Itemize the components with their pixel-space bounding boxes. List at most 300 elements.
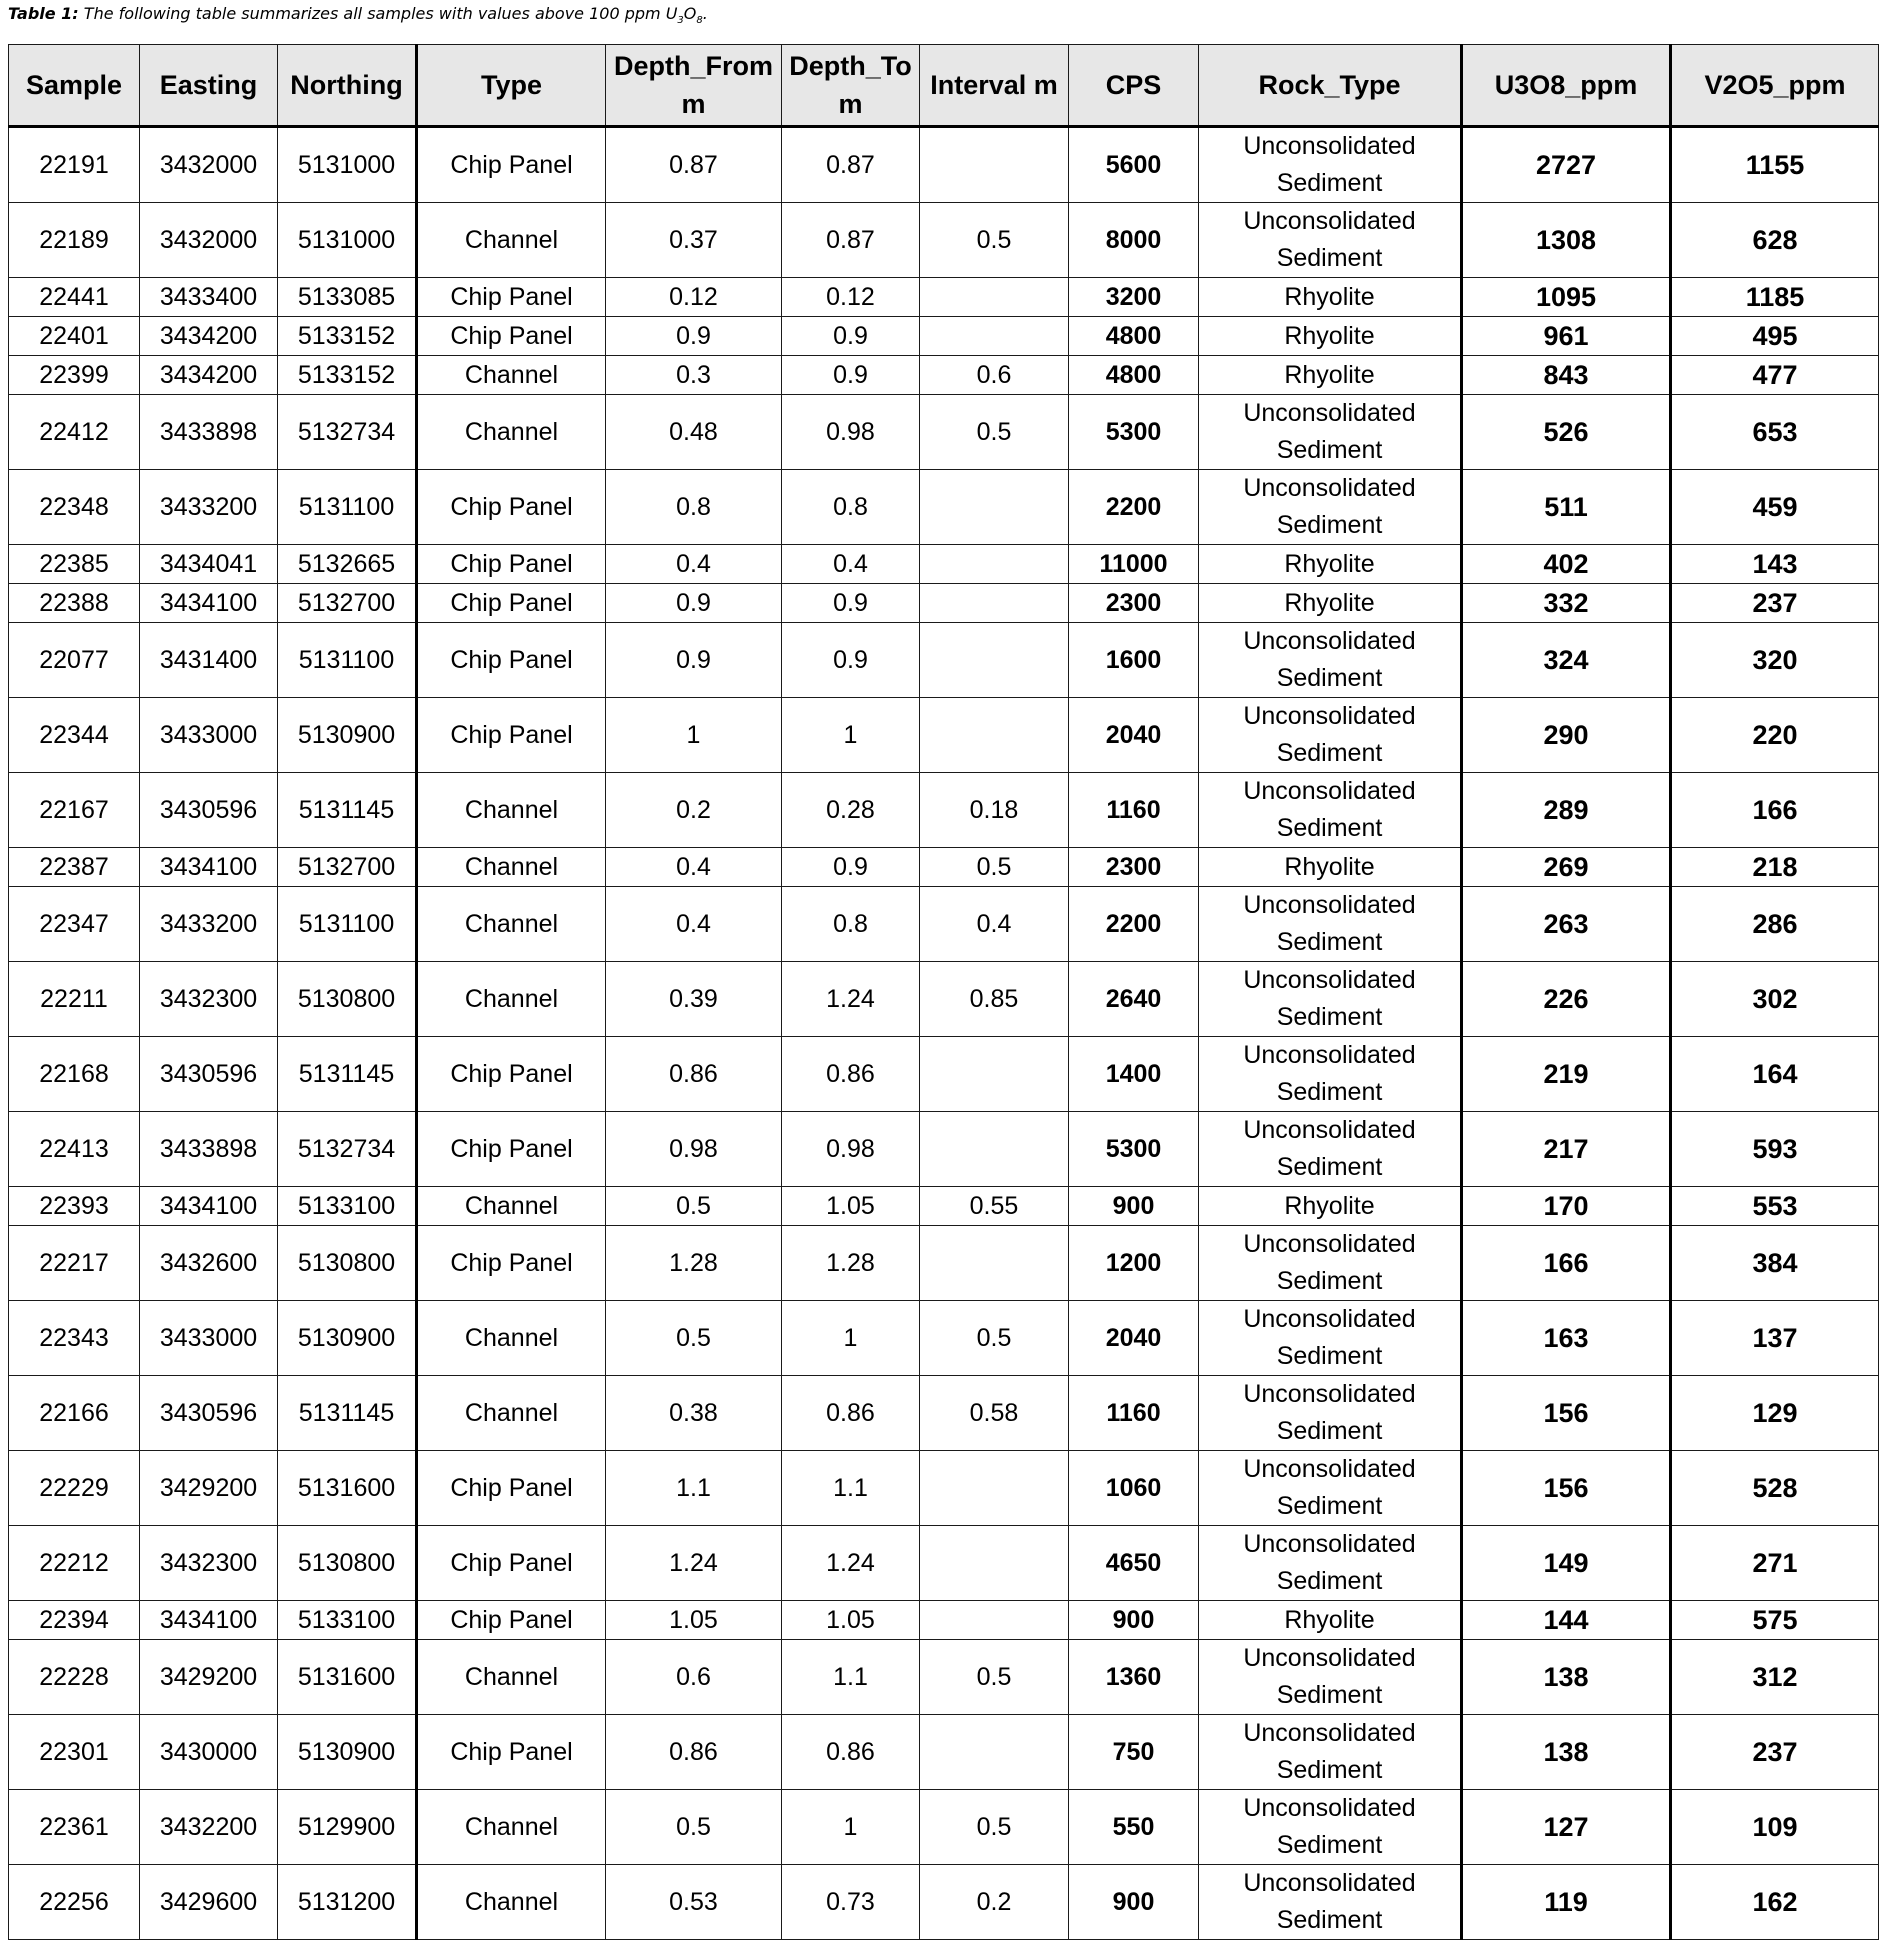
cell-u3o8: 144 (1462, 1601, 1671, 1640)
cell-easting: 3434100 (140, 1187, 278, 1226)
cell-interval: 0.2 (920, 1865, 1069, 1940)
table-row (9, 278, 1879, 317)
cell-northing: 5132700 (278, 584, 417, 623)
cell-rock-type (1199, 584, 1462, 623)
cell-interval: 0.4 (920, 887, 1069, 962)
cell-sample: 22229 (9, 1451, 140, 1526)
cell-interval (920, 584, 1069, 623)
cell-type: Channel (417, 1640, 606, 1715)
cell-cps: 3200 (1069, 278, 1199, 317)
cell-easting: 3432300 (140, 962, 278, 1037)
cell-sample: 22168 (9, 1037, 140, 1112)
cell-u3o8: 843 (1462, 356, 1671, 395)
table-row (9, 1640, 1879, 1715)
caption-end: . (702, 4, 708, 23)
header-row (9, 45, 1879, 127)
col-header-v2o5: V2O5_ppm (1671, 45, 1879, 127)
rock-type-line-1: Rhyolite (1284, 282, 1375, 311)
table-caption (8, 4, 708, 26)
rock-type-line-1: Unconsolidated (1243, 207, 1416, 235)
cell-rock-type (1199, 356, 1462, 395)
cell-u3o8: 170 (1462, 1187, 1671, 1226)
rock-type-line-1: Unconsolidated (1243, 1380, 1416, 1408)
cell-interval: 0.5 (920, 203, 1069, 278)
rock-type-line-1: Unconsolidated (1243, 1116, 1416, 1144)
cell-v2o5: 164 (1671, 1037, 1879, 1112)
cell-depth-to: 0.98 (782, 1112, 920, 1187)
cell-v2o5: 237 (1671, 1715, 1879, 1790)
cell-northing: 5133152 (278, 356, 417, 395)
cell-easting: 3434100 (140, 584, 278, 623)
table-row (9, 887, 1879, 962)
cell-depth-from: 0.4 (606, 848, 782, 887)
cell-easting: 3430000 (140, 1715, 278, 1790)
cell-interval (920, 1601, 1069, 1640)
cell-u3o8: 1095 (1462, 278, 1671, 317)
cell-depth-from: 0.8 (606, 470, 782, 545)
cell-type: Channel (417, 1376, 606, 1451)
cell-depth-to: 0.9 (782, 317, 920, 356)
table-row (9, 1451, 1879, 1526)
cell-easting: 3434200 (140, 356, 278, 395)
rock-type-line-1: Unconsolidated (1243, 399, 1416, 427)
cell-easting: 3432000 (140, 203, 278, 278)
cell-u3o8: 119 (1462, 1865, 1671, 1940)
cell-depth-to: 1.1 (782, 1640, 920, 1715)
rock-type-line-2: Sediment (1276, 436, 1383, 464)
cell-cps: 8000 (1069, 203, 1199, 278)
rock-type-line-1: Rhyolite (1284, 588, 1375, 617)
cell-type: Chip Panel (417, 623, 606, 698)
cell-northing: 5130900 (278, 1301, 417, 1376)
cell-northing: 5133100 (278, 1601, 417, 1640)
cell-type: Chip Panel (417, 1715, 606, 1790)
cell-easting: 3433000 (140, 698, 278, 773)
cell-rock-type (1199, 698, 1462, 773)
cell-northing: 5131600 (278, 1640, 417, 1715)
cell-northing: 5130900 (278, 1715, 417, 1790)
cell-depth-to: 0.73 (782, 1865, 920, 1940)
cell-rock-type (1199, 1526, 1462, 1601)
cell-u3o8: 511 (1462, 470, 1671, 545)
cell-rock-type (1199, 1187, 1462, 1226)
cell-depth-from: 1.28 (606, 1226, 782, 1301)
cell-interval (920, 545, 1069, 584)
cell-depth-from: 0.9 (606, 584, 782, 623)
cell-type: Channel (417, 1790, 606, 1865)
table-row (9, 1187, 1879, 1226)
cell-easting: 3429600 (140, 1865, 278, 1940)
cell-v2o5: 302 (1671, 962, 1879, 1037)
rock-type-line-2: Sediment (1276, 1831, 1383, 1859)
cell-v2o5: 575 (1671, 1601, 1879, 1640)
table-row (9, 1226, 1879, 1301)
cell-interval: 0.18 (920, 773, 1069, 848)
cell-sample: 22412 (9, 395, 140, 470)
cell-v2o5: 459 (1671, 470, 1879, 545)
cell-rock-type (1199, 317, 1462, 356)
cell-depth-from: 1.05 (606, 1601, 782, 1640)
cell-depth-from: 0.5 (606, 1301, 782, 1376)
cell-rock-type (1199, 1301, 1462, 1376)
cell-type: Chip Panel (417, 1526, 606, 1601)
cell-depth-from: 0.9 (606, 317, 782, 356)
cell-u3o8: 149 (1462, 1526, 1671, 1601)
rock-type-line-2: Sediment (1276, 169, 1383, 197)
cell-cps: 2300 (1069, 584, 1199, 623)
cell-easting: 3432600 (140, 1226, 278, 1301)
cell-easting: 3433200 (140, 887, 278, 962)
rock-type-line-2: Sediment (1276, 1492, 1383, 1520)
cell-sample: 22399 (9, 356, 140, 395)
cell-rock-type (1199, 1112, 1462, 1187)
cell-sample: 22166 (9, 1376, 140, 1451)
cell-easting: 3434200 (140, 317, 278, 356)
cell-v2o5: 528 (1671, 1451, 1879, 1526)
cell-depth-to: 0.12 (782, 278, 920, 317)
cell-northing: 5131100 (278, 623, 417, 698)
cell-v2o5: 628 (1671, 203, 1879, 278)
cell-depth-to: 0.9 (782, 584, 920, 623)
cell-type: Chip Panel (417, 1112, 606, 1187)
cell-northing: 5131000 (278, 203, 417, 278)
cell-depth-from: 0.48 (606, 395, 782, 470)
cell-depth-from: 1 (606, 698, 782, 773)
cell-interval (920, 1526, 1069, 1601)
cell-v2o5: 286 (1671, 887, 1879, 962)
cell-interval: 0.55 (920, 1187, 1069, 1226)
table-row (9, 1301, 1879, 1376)
cell-sample: 22301 (9, 1715, 140, 1790)
cell-depth-to: 1 (782, 1790, 920, 1865)
cell-rock-type (1199, 127, 1462, 203)
cell-interval: 0.58 (920, 1376, 1069, 1451)
cell-depth-from: 0.38 (606, 1376, 782, 1451)
rock-type-line-1: Unconsolidated (1243, 132, 1416, 160)
cell-v2o5: 653 (1671, 395, 1879, 470)
cell-easting: 3433400 (140, 278, 278, 317)
cell-interval: 0.5 (920, 1301, 1069, 1376)
caption-sub1: 3 (677, 15, 684, 27)
cell-sample: 22344 (9, 698, 140, 773)
cell-sample: 22167 (9, 773, 140, 848)
rock-type-line-1: Unconsolidated (1243, 1719, 1416, 1747)
rock-type-line-2: Sediment (1276, 1342, 1383, 1370)
cell-cps: 2040 (1069, 698, 1199, 773)
rock-type-line-1: Unconsolidated (1243, 1869, 1416, 1897)
cell-depth-from: 0.98 (606, 1112, 782, 1187)
cell-depth-to: 1.05 (782, 1187, 920, 1226)
cell-depth-to: 0.98 (782, 395, 920, 470)
table-body (9, 127, 1879, 1940)
cell-northing: 5130900 (278, 698, 417, 773)
cell-depth-from: 0.37 (606, 203, 782, 278)
cell-depth-from: 0.5 (606, 1187, 782, 1226)
cell-sample: 22191 (9, 127, 140, 203)
cell-cps: 4650 (1069, 1526, 1199, 1601)
col-header-u3o8: U3O8_ppm (1462, 45, 1671, 127)
cell-type: Chip Panel (417, 1451, 606, 1526)
table-row (9, 1112, 1879, 1187)
cell-rock-type (1199, 1376, 1462, 1451)
table-row (9, 395, 1879, 470)
cell-type: Channel (417, 1187, 606, 1226)
cell-u3o8: 1308 (1462, 203, 1671, 278)
cell-cps: 5600 (1069, 127, 1199, 203)
cell-interval (920, 127, 1069, 203)
cell-depth-to: 1.05 (782, 1601, 920, 1640)
cell-v2o5: 495 (1671, 317, 1879, 356)
cell-easting: 3429200 (140, 1640, 278, 1715)
cell-northing: 5131145 (278, 773, 417, 848)
cell-depth-from: 0.86 (606, 1715, 782, 1790)
table-row (9, 356, 1879, 395)
cell-u3o8: 2727 (1462, 127, 1671, 203)
cell-u3o8: 138 (1462, 1640, 1671, 1715)
cell-easting: 3430596 (140, 1376, 278, 1451)
table-row (9, 584, 1879, 623)
col-header-easting: Easting (140, 45, 278, 127)
cell-northing: 5132700 (278, 848, 417, 887)
rock-type-line-2: Sediment (1276, 1003, 1383, 1031)
cell-northing: 5132734 (278, 395, 417, 470)
cell-u3o8: 526 (1462, 395, 1671, 470)
cell-sample: 22441 (9, 278, 140, 317)
cell-v2o5: 271 (1671, 1526, 1879, 1601)
table-row (9, 470, 1879, 545)
cell-northing: 5129900 (278, 1790, 417, 1865)
cell-northing: 5133100 (278, 1187, 417, 1226)
cell-rock-type (1199, 887, 1462, 962)
table-row (9, 848, 1879, 887)
rock-type-line-1: Rhyolite (1284, 360, 1375, 389)
cell-easting: 3430596 (140, 773, 278, 848)
table-row (9, 962, 1879, 1037)
col-header-depth-to: Depth_To m (782, 45, 920, 127)
cell-type: Channel (417, 356, 606, 395)
cell-sample: 22077 (9, 623, 140, 698)
rock-type-line-2: Sediment (1276, 1153, 1383, 1181)
cell-v2o5: 109 (1671, 1790, 1879, 1865)
table-row (9, 1376, 1879, 1451)
cell-v2o5: 129 (1671, 1376, 1879, 1451)
cell-depth-to: 0.9 (782, 848, 920, 887)
cell-depth-from: 0.86 (606, 1037, 782, 1112)
rock-type-line-2: Sediment (1276, 1267, 1383, 1295)
cell-easting: 3432000 (140, 127, 278, 203)
cell-cps: 900 (1069, 1187, 1199, 1226)
cell-interval (920, 470, 1069, 545)
cell-depth-to: 1 (782, 698, 920, 773)
cell-depth-from: 1.24 (606, 1526, 782, 1601)
cell-sample: 22393 (9, 1187, 140, 1226)
table-row (9, 623, 1879, 698)
cell-type: Channel (417, 962, 606, 1037)
cell-cps: 4800 (1069, 356, 1199, 395)
cell-type: Channel (417, 887, 606, 962)
caption-sub2: 8 (696, 15, 703, 27)
cell-depth-to: 0.86 (782, 1376, 920, 1451)
cell-northing: 5130800 (278, 1226, 417, 1301)
cell-v2o5: 320 (1671, 623, 1879, 698)
cell-cps: 2040 (1069, 1301, 1199, 1376)
rock-type-line-2: Sediment (1276, 1417, 1383, 1445)
cell-rock-type (1199, 1640, 1462, 1715)
cell-depth-from: 0.12 (606, 278, 782, 317)
rock-type-line-1: Unconsolidated (1243, 474, 1416, 502)
cell-v2o5: 593 (1671, 1112, 1879, 1187)
cell-depth-from: 0.39 (606, 962, 782, 1037)
cell-interval: 0.85 (920, 962, 1069, 1037)
cell-easting: 3433898 (140, 1112, 278, 1187)
cell-u3o8: 402 (1462, 545, 1671, 584)
cell-depth-from: 0.87 (606, 127, 782, 203)
cell-type: Chip Panel (417, 127, 606, 203)
cell-cps: 1160 (1069, 1376, 1199, 1451)
rock-type-line-2: Sediment (1276, 1906, 1383, 1934)
table-row (9, 773, 1879, 848)
cell-v2o5: 312 (1671, 1640, 1879, 1715)
cell-v2o5: 220 (1671, 698, 1879, 773)
table-row (9, 317, 1879, 356)
cell-cps: 1200 (1069, 1226, 1199, 1301)
cell-rock-type (1199, 773, 1462, 848)
cell-easting: 3434100 (140, 848, 278, 887)
cell-depth-from: 0.5 (606, 1790, 782, 1865)
rock-type-line-1: Unconsolidated (1243, 1644, 1416, 1672)
cell-type: Chip Panel (417, 584, 606, 623)
cell-sample: 22413 (9, 1112, 140, 1187)
cell-u3o8: 324 (1462, 623, 1671, 698)
cell-sample: 22361 (9, 1790, 140, 1865)
cell-type: Chip Panel (417, 1601, 606, 1640)
table-row (9, 1715, 1879, 1790)
cell-depth-to: 0.8 (782, 887, 920, 962)
cell-easting: 3433898 (140, 395, 278, 470)
cell-rock-type (1199, 278, 1462, 317)
cell-interval (920, 1037, 1069, 1112)
cell-sample: 22387 (9, 848, 140, 887)
caption-label: Table 1: (8, 4, 79, 23)
cell-easting: 3433000 (140, 1301, 278, 1376)
cell-v2o5: 1155 (1671, 127, 1879, 203)
cell-easting: 3432300 (140, 1526, 278, 1601)
caption-mid: O (683, 4, 697, 23)
caption-text: The following table summarizes all samples with values above 100 ppm U (83, 4, 678, 23)
cell-easting: 3434100 (140, 1601, 278, 1640)
cell-rock-type (1199, 1226, 1462, 1301)
cell-u3o8: 290 (1462, 698, 1671, 773)
rock-type-line-1: Unconsolidated (1243, 702, 1416, 730)
rock-type-line-1: Rhyolite (1284, 549, 1375, 578)
cell-rock-type (1199, 1790, 1462, 1865)
cell-v2o5: 477 (1671, 356, 1879, 395)
table-row (9, 1865, 1879, 1940)
rock-type-line-1: Unconsolidated (1243, 966, 1416, 994)
cell-u3o8: 289 (1462, 773, 1671, 848)
rock-type-line-2: Sediment (1276, 664, 1383, 692)
cell-interval: 0.5 (920, 1640, 1069, 1715)
cell-rock-type (1199, 1865, 1462, 1940)
cell-depth-to: 0.87 (782, 203, 920, 278)
cell-rock-type (1199, 623, 1462, 698)
cell-v2o5: 162 (1671, 1865, 1879, 1940)
cell-interval (920, 1112, 1069, 1187)
cell-depth-to: 1.28 (782, 1226, 920, 1301)
cell-easting: 3430596 (140, 1037, 278, 1112)
rock-type-line-1: Unconsolidated (1243, 1794, 1416, 1822)
cell-cps: 1400 (1069, 1037, 1199, 1112)
cell-northing: 5131100 (278, 887, 417, 962)
rock-type-line-2: Sediment (1276, 244, 1383, 272)
cell-interval (920, 698, 1069, 773)
cell-v2o5: 218 (1671, 848, 1879, 887)
cell-easting: 3434041 (140, 545, 278, 584)
cell-v2o5: 166 (1671, 773, 1879, 848)
rock-type-line-2: Sediment (1276, 1078, 1383, 1106)
cell-depth-to: 0.9 (782, 356, 920, 395)
cell-interval: 0.6 (920, 356, 1069, 395)
cell-u3o8: 163 (1462, 1301, 1671, 1376)
cell-cps: 900 (1069, 1601, 1199, 1640)
cell-northing: 5132665 (278, 545, 417, 584)
rock-type-line-2: Sediment (1276, 928, 1383, 956)
cell-depth-from: 0.6 (606, 1640, 782, 1715)
cell-cps: 2640 (1069, 962, 1199, 1037)
cell-northing: 5130800 (278, 962, 417, 1037)
cell-v2o5: 137 (1671, 1301, 1879, 1376)
cell-interval (920, 278, 1069, 317)
table-row (9, 1601, 1879, 1640)
cell-depth-from: 0.2 (606, 773, 782, 848)
col-header-sample: Sample (9, 45, 140, 127)
cell-type: Channel (417, 203, 606, 278)
table-row (9, 127, 1879, 203)
cell-v2o5: 237 (1671, 584, 1879, 623)
cell-cps: 550 (1069, 1790, 1199, 1865)
rock-type-line-1: Rhyolite (1284, 852, 1375, 881)
cell-type: Chip Panel (417, 1226, 606, 1301)
col-header-interval: Interval m (920, 45, 1069, 127)
rock-type-line-2: Sediment (1276, 511, 1383, 539)
cell-u3o8: 269 (1462, 848, 1671, 887)
cell-interval (920, 1226, 1069, 1301)
cell-cps: 2300 (1069, 848, 1199, 887)
cell-easting: 3432200 (140, 1790, 278, 1865)
cell-cps: 11000 (1069, 545, 1199, 584)
cell-sample: 22347 (9, 887, 140, 962)
cell-cps: 5300 (1069, 395, 1199, 470)
cell-sample: 22343 (9, 1301, 140, 1376)
rock-type-line-1: Rhyolite (1284, 1605, 1375, 1634)
cell-rock-type (1199, 962, 1462, 1037)
rock-type-line-1: Unconsolidated (1243, 1230, 1416, 1258)
cell-u3o8: 217 (1462, 1112, 1671, 1187)
cell-interval (920, 623, 1069, 698)
rock-type-line-1: Rhyolite (1284, 321, 1375, 350)
rock-type-line-1: Unconsolidated (1243, 1305, 1416, 1333)
cell-rock-type (1199, 1715, 1462, 1790)
cell-sample: 22401 (9, 317, 140, 356)
samples-table (8, 44, 1879, 1940)
cell-sample: 22394 (9, 1601, 140, 1640)
rock-type-line-2: Sediment (1276, 1567, 1383, 1595)
cell-northing: 5130800 (278, 1526, 417, 1601)
cell-u3o8: 127 (1462, 1790, 1671, 1865)
cell-u3o8: 138 (1462, 1715, 1671, 1790)
rock-type-line-2: Sediment (1276, 739, 1383, 767)
cell-cps: 1600 (1069, 623, 1199, 698)
